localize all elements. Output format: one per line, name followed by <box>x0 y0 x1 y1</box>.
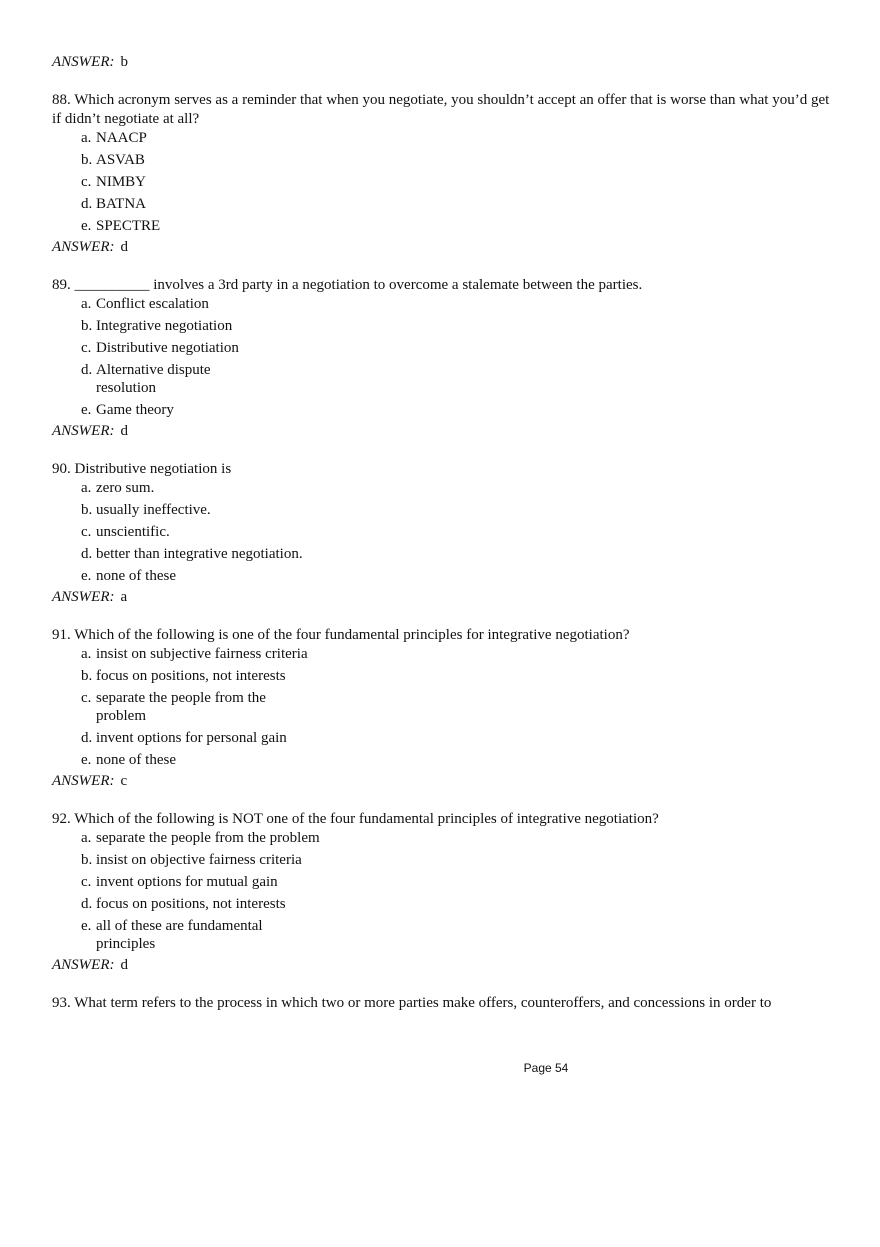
option <box>81 151 832 169</box>
option-text: NAACP <box>96 130 147 146</box>
option <box>81 917 832 953</box>
options-list <box>52 829 832 953</box>
option-letter: b. <box>81 318 93 334</box>
option-text: separate the people from the problem <box>96 830 320 846</box>
option <box>81 545 832 563</box>
option-letter: b. <box>81 502 93 518</box>
option-letter: a. <box>81 130 92 146</box>
answer-label: ANSWER: <box>52 423 115 439</box>
option <box>81 667 832 685</box>
answer-label: ANSWER: <box>52 773 115 789</box>
option-letter: a. <box>81 296 92 312</box>
option-letter: d. <box>81 196 93 212</box>
option <box>81 829 832 847</box>
option <box>81 645 832 663</box>
option-letter: e. <box>81 568 92 584</box>
question-93 <box>52 994 832 1013</box>
question-89 <box>52 276 832 441</box>
option-letter: a. <box>81 646 92 662</box>
option-letter: e. <box>81 218 92 234</box>
top-answer <box>52 53 832 72</box>
option-text: SPECTRE <box>96 218 161 234</box>
document-page <box>52 53 832 1013</box>
answer <box>52 238 832 257</box>
option <box>81 317 832 335</box>
option <box>81 401 832 419</box>
answer <box>52 956 832 975</box>
option <box>81 361 832 397</box>
option-text: Distributive negotiation <box>96 340 239 356</box>
option-letter: d. <box>81 730 93 746</box>
option <box>81 895 832 913</box>
option <box>81 173 832 191</box>
option-letter: c. <box>81 874 92 890</box>
option-text: Game theory <box>96 402 174 418</box>
option-letter: e. <box>81 752 92 768</box>
option-letter: e. <box>81 918 92 934</box>
option <box>81 501 832 519</box>
answer-value: a <box>120 589 128 605</box>
option-text: NIMBY <box>96 174 147 190</box>
option-text: ASVAB <box>96 152 145 168</box>
answer-value: d <box>120 423 128 439</box>
answer <box>52 422 832 441</box>
option-letter: c. <box>81 524 92 540</box>
option-letter: b. <box>81 668 93 684</box>
option-letter: a. <box>81 830 92 846</box>
option-text: zero sum. <box>96 480 155 496</box>
option-text: insist on subjective fairness criteria <box>96 646 308 662</box>
question-91 <box>52 626 832 791</box>
option-text: focus on positions, not interests <box>96 668 286 684</box>
option <box>81 873 832 891</box>
option <box>81 129 832 147</box>
question-text: 93. What term refers to the process in which two or more parties make offers, counteroffers, and concessions in order to <box>52 995 772 1011</box>
option-text: invent options for personal gain <box>96 730 287 746</box>
question-92 <box>52 810 832 975</box>
option-letter: e. <box>81 402 92 418</box>
answer-label: ANSWER: <box>52 957 115 973</box>
option-letter: d. <box>81 362 93 378</box>
question-text: 92. Which of the following is NOT one of the four fundamental principles of integrative negotiation? <box>52 811 659 827</box>
option <box>81 729 832 747</box>
option-text: better than integrative negotiation. <box>96 546 303 562</box>
options-list <box>52 295 832 419</box>
options-list <box>52 645 832 769</box>
question-text: 88. Which acronym serves as a reminder that when you negotiate, you shouldn’t accept an offer that is worse than what you’d get if didn’t negotiate at all? <box>52 92 830 127</box>
option <box>81 751 832 769</box>
option-letter: a. <box>81 480 92 496</box>
answer-value: d <box>120 239 128 255</box>
question-90 <box>52 460 832 607</box>
option-text: usually ineffective. <box>96 502 211 518</box>
option <box>81 523 832 541</box>
question-88 <box>52 91 832 257</box>
option-text: Alternative dispute resolution <box>96 362 211 396</box>
option-text: Integrative negotiation <box>96 318 233 334</box>
option <box>81 339 832 357</box>
question-text: 91. Which of the following is one of the four fundamental principles for integrative negotiation? <box>52 627 630 643</box>
answer-label: ANSWER: <box>52 239 115 255</box>
option <box>81 295 832 313</box>
options-list <box>52 479 832 585</box>
option-letter: b. <box>81 852 93 868</box>
option-text: separate the people from the problem <box>96 690 266 724</box>
option-text: all of these are fundamental principles <box>96 918 263 952</box>
question-text: 90. Distributive negotiation is <box>52 461 232 477</box>
option-text: BATNA <box>96 196 147 212</box>
option-letter: b. <box>81 152 93 168</box>
question-text: 89. __________ involves a 3rd party in a negotiation to overcome a stalemate between the parties. <box>52 277 643 293</box>
option-text: invent options for mutual gain <box>96 874 278 890</box>
option <box>81 195 832 213</box>
option-letter: c. <box>81 690 92 706</box>
option-text: insist on objective fairness criteria <box>96 852 302 868</box>
option-letter: d. <box>81 546 93 562</box>
answer <box>52 772 832 791</box>
answer-value: b <box>120 54 128 70</box>
option <box>81 479 832 497</box>
option <box>81 567 832 585</box>
options-list <box>52 129 832 235</box>
option-letter: c. <box>81 340 92 356</box>
option-text: focus on positions, not interests <box>96 896 286 912</box>
option-text: none of these <box>96 568 176 584</box>
option <box>81 217 832 235</box>
option <box>81 851 832 869</box>
option <box>81 689 832 725</box>
answer-label: ANSWER: <box>52 589 115 605</box>
answer-label: ANSWER: <box>52 54 115 70</box>
answer-value: d <box>120 957 128 973</box>
option-letter: c. <box>81 174 92 190</box>
answer-value: c <box>120 773 128 789</box>
option-letter: d. <box>81 896 93 912</box>
page-number: Page 54 <box>523 1061 569 1075</box>
option-text: Conflict escalation <box>96 296 209 312</box>
option-text: unscientific. <box>96 524 170 540</box>
answer <box>52 588 832 607</box>
option-text: none of these <box>96 752 176 768</box>
